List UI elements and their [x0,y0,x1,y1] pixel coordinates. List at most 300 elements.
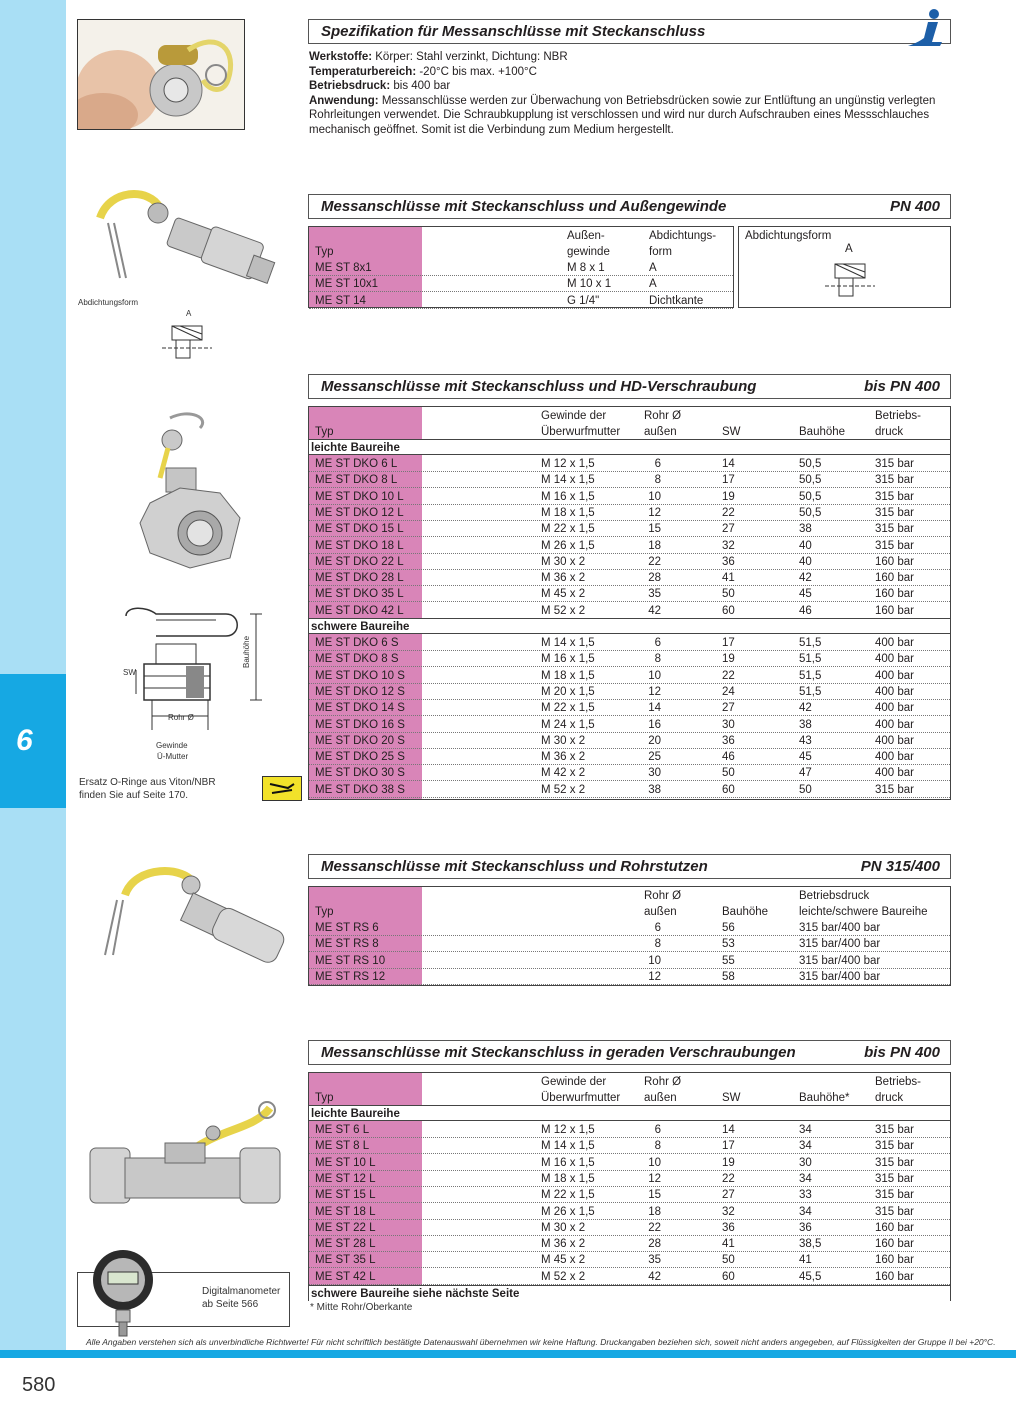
oring-note-2: finden Sie auf Seite 170. [79,790,188,801]
table-row[interactable] [309,521,950,537]
cell-typ: ME ST DKO 30 S [315,767,405,780]
cell-rohr: 30 [648,767,661,780]
cell-abd: A [649,262,657,274]
table-row[interactable] [309,456,950,472]
cell-bau: 51,5 [799,653,822,666]
cell-bau: 50,5 [799,474,822,487]
cell-sw: 41 [722,1238,735,1251]
cell-bau: 38 [799,523,812,536]
manometer-note-1: Digitalmanometer [202,1286,281,1297]
col-header-druck-2: druck [875,1092,904,1104]
cell-gew: M 12 x 1,5 [541,458,595,470]
cell-rohr: 8 [654,474,661,487]
cell-sw: 19 [722,653,735,666]
cell-sw: 14 [722,458,735,470]
table-row[interactable] [309,749,950,765]
col-header-gewinde: Außen- [567,230,605,242]
col-header-gewinde: Gewinde der [541,1076,607,1088]
col-header-gewinde: Gewinde der [541,410,607,422]
cell-bau: 42 [799,702,812,715]
cell-rohr: 15 [648,1189,661,1202]
hand-photo [77,19,245,130]
sec4-title: Messanschlüsse mit Steckanschluss in geraden Verschraubungen [321,1044,796,1061]
cell-rohr: 12 [648,506,661,519]
sec2-title-bar [308,374,951,399]
table-row[interactable] [309,472,950,488]
cell-typ: ME ST 18 L [315,1205,376,1218]
page-number: 580 [22,1374,56,1396]
cell-gew: M 22 x 1,5 [541,1189,595,1202]
group-schwere: schwere Baureihe [309,618,950,634]
col-header-sw: SW [722,426,741,438]
cell-gew: M 36 x 2 [541,1238,586,1251]
col-header-druck: Betriebs- [875,1076,922,1088]
cell-gew: M 8 x 1 [567,262,605,274]
cell-rohr: 14 [648,702,661,715]
cell-druck: 315 bar/400 bar [799,954,881,967]
cell-sw: 17 [722,1140,735,1153]
col-header-gewinde-2: Überwurfmutter [541,1092,621,1104]
table-row[interactable] [309,668,950,684]
cell-druck: 160 bar [875,588,915,601]
col-header-druck-2: leichte/schwere Baureihe [799,906,928,918]
table-row[interactable] [309,651,950,667]
cell-gew: M 52 x 2 [541,604,586,617]
cell-typ: ME ST DKO 28 L [315,572,404,585]
group-leichte: leichte Baureihe [309,439,950,455]
table-row[interactable] [309,1122,950,1138]
cell-rohr: 28 [648,572,661,585]
table-row[interactable] [309,684,950,700]
drawing-gewinde-label: Gewinde [156,741,188,750]
product-photo-verschraubung [85,1088,285,1248]
cell-sw: 19 [722,1156,735,1169]
cell-rohr: 16 [648,718,661,731]
cell-gew: M 52 x 2 [541,783,586,796]
cell-druck: 160 bar [875,1254,915,1267]
cell-bau: 47 [799,767,812,780]
spec-title: Spezifikation für Messanschlüsse mit Steckanschluss [321,23,706,40]
table-row[interactable] [309,538,950,554]
cell-typ: ME ST DKO 20 S [315,734,405,747]
table-row[interactable] [309,969,950,985]
cell-bau: 34 [799,1172,812,1185]
cell-sw: 30 [722,718,735,731]
cell-druck: 315 bar [875,523,915,536]
col-header-rohr: Rohr Ø [644,1076,682,1088]
cell-typ: ME ST 10x1 [315,278,379,291]
disclaimer: Alle Angaben verstehen sich als unverbindliche Richtwerte! Für nicht schriftlich bestätigte Datenauswahl übernehmen wir keine Haftung. Druckangaben beziehen sich, soweit nicht anders angegeben, auf Flüssigkeiten der Gruppe II bei +20°C. [86,1337,996,1347]
cell-druck: 160 bar [875,1270,915,1283]
table-row[interactable] [309,1138,950,1154]
table-row[interactable] [309,505,950,521]
cell-sw: 46 [722,751,735,764]
cell-sw: 50 [722,588,735,601]
sec4-title-bar [308,1040,951,1065]
table-row[interactable] [309,489,950,505]
table-row[interactable] [309,782,950,798]
cell-bau: 38 [799,718,812,731]
cell-sw: 27 [722,1189,735,1202]
cell-bau: 40 [799,555,812,568]
table-row[interactable] [309,936,950,952]
cell-druck: 400 bar [875,685,915,698]
drawing-mutter-label: Ü-Mutter [157,752,189,761]
seal-box-label: Abdichtungsform [745,230,832,242]
cell-typ: ME ST DKO 8 L [315,474,398,487]
bottom-bar [0,1350,1016,1358]
cell-druck: 315 bar/400 bar [799,938,881,951]
cell-rohr: 12 [648,970,661,983]
cell-gew: M 36 x 2 [541,572,586,585]
cell-bau: 38,5 [799,1238,822,1251]
cell-bau: 33 [799,1189,812,1202]
cell-sw: 27 [722,702,735,715]
col-header-druck: Betriebs- [875,410,922,422]
cell-druck: 400 bar [875,637,915,649]
cell-rohr: 12 [648,685,661,698]
product-photo-hd [130,408,250,573]
table-row[interactable] [309,1269,950,1285]
cell-rohr: 22 [648,555,661,568]
cell-bau: 51,5 [799,669,822,682]
cell-typ: ME ST 35 L [315,1254,376,1267]
cell-typ: ME ST 15 L [315,1189,376,1202]
sec1-seal-box [738,226,951,308]
cell-typ: ME ST DKO 22 L [315,555,404,568]
temp-value: -20°C bis max. +100°C [416,65,537,78]
cell-bau: 43 [799,734,812,747]
col-header-bauhoehe: Bauhöhe [722,906,769,918]
cell-gew: M 16 x 1,5 [541,1156,595,1169]
cell-rohr: 35 [648,588,661,601]
cell-gew: M 18 x 1,5 [541,506,595,519]
cell-gew: M 30 x 2 [541,555,586,568]
col-header-abdichtung: Abdichtungs- [649,230,717,242]
sec2-pn: bis PN 400 [864,378,940,395]
table-row[interactable] [309,765,950,781]
cell-druck: 315 bar [875,490,915,503]
cell-bau: 51,5 [799,685,822,698]
table-row[interactable] [309,293,733,309]
col-header-druck: Betriebsdruck [799,890,870,902]
cell-rohr: 6 [654,922,661,934]
table-row[interactable] [309,717,950,733]
product-photo-rohrstutzen [95,855,285,985]
table-row[interactable] [309,700,950,716]
cell-druck: 160 bar [875,604,915,617]
cell-druck: 315 bar [875,1172,915,1185]
cell-sw: 22 [722,669,735,682]
cell-gew: M 30 x 2 [541,1221,586,1234]
table-row[interactable] [309,603,950,619]
cell-gew: M 36 x 2 [541,751,586,764]
cell-druck: 400 bar [875,751,915,764]
sec3-pn: PN 315/400 [860,858,940,875]
col-header-rohr-2: außen [644,906,677,918]
cell-rohr: 18 [648,539,661,552]
cell-typ: ME ST DKO 25 S [315,751,405,764]
table-row[interactable] [309,1171,950,1187]
cell-gew: M 16 x 1,5 [541,653,595,666]
drawing-sw-label: SW [123,668,136,677]
anwendung-label: Anwendung: [309,94,379,107]
col-header-typ: Typ [315,246,334,258]
cell-typ: ME ST DKO 18 L [315,539,404,552]
sec3-table [308,886,951,986]
cell-gew: M 14 x 1,5 [541,637,595,649]
cell-gew: M 20 x 1,5 [541,685,595,698]
table-row[interactable] [309,570,950,586]
cell-rohr: 6 [654,637,661,649]
cell-gew: M 10 x 1 [567,278,612,291]
col-header-typ: Typ [315,1092,334,1104]
cell-gew: M 30 x 2 [541,734,586,747]
group-schwere-next-page[interactable]: schwere Baureihe siehe nächste Seite [309,1285,950,1301]
cell-sw: 60 [722,604,735,617]
cell-bau: 53 [722,938,735,951]
cell-bau: 50 [799,783,812,796]
cell-rohr: 10 [648,490,661,503]
oring-reference-icon[interactable] [262,776,302,801]
cell-typ: ME ST DKO 12 S [315,685,405,698]
cell-bau: 50,5 [799,506,822,519]
manometer-note-2: ab Seite 566 [202,1299,259,1310]
cell-bau: 34 [799,1205,812,1218]
cell-rohr: 10 [648,669,661,682]
cell-rohr: 35 [648,1254,661,1267]
werkstoffe-label: Werkstoffe: [309,51,373,63]
drawing-rohr-label: Rohr Ø [168,713,194,722]
cell-sw: 32 [722,1205,735,1218]
cell-druck: 315 bar [875,474,915,487]
chapter-number: 6 [16,724,33,757]
cell-gew: M 18 x 1,5 [541,1172,595,1185]
chapter-tab[interactable] [0,674,66,808]
table-row[interactable] [309,1204,950,1220]
cell-typ: ME ST DKO 42 L [315,604,404,617]
cell-sw: 60 [722,783,735,796]
cell-typ: ME ST DKO 6 S [315,637,399,649]
cell-sw: 50 [722,1254,735,1267]
cell-rohr: 8 [654,938,661,951]
bauhoehe-footnote: * Mitte Rohr/Oberkante [310,1302,413,1313]
cell-rohr: 38 [648,783,661,796]
cell-typ: ME ST RS 6 [315,922,379,934]
table-row[interactable] [309,733,950,749]
group-leichte: leichte Baureihe [309,1105,950,1121]
druck-label: Betriebsdruck: [309,80,391,92]
cell-sw: 17 [722,637,735,649]
info-icon [906,8,946,46]
cell-sw: 24 [722,685,735,698]
cell-druck: 315 bar/400 bar [799,922,881,934]
cell-typ: ME ST DKO 12 L [315,506,404,519]
cell-rohr: 18 [648,1205,661,1218]
cell-sw: 32 [722,539,735,552]
cell-gew: M 45 x 2 [541,1254,586,1267]
cell-bau: 58 [722,970,735,983]
col-header-typ: Typ [315,906,334,918]
spec-text [309,50,949,137]
cell-druck: 315 bar [875,1140,915,1153]
cell-sw: 22 [722,1172,735,1185]
cell-gew: M 16 x 1,5 [541,490,595,503]
hd-technical-drawing [116,606,276,746]
col-header-typ: Typ [315,426,334,438]
cell-sw: 50 [722,767,735,780]
werkstoffe-value: Körper: Stahl verzinkt, Dichtung: NBR [372,51,568,63]
cell-bau: 42 [799,572,812,585]
cell-druck: 400 bar [875,767,915,780]
cell-gew: M 24 x 1,5 [541,718,595,731]
cell-sw: 41 [722,572,735,585]
spec-title-bar [308,19,951,44]
cell-typ: ME ST DKO 8 S [315,653,399,666]
cell-typ: ME ST 12 L [315,1172,376,1185]
cell-rohr: 20 [648,734,661,747]
cell-typ: ME ST DKO 10 L [315,490,404,503]
drawing-bauhoehe-label: Bauhöhe [242,635,251,668]
cell-typ: ME ST 6 L [315,1124,370,1136]
cell-druck: 160 bar [875,555,915,568]
cell-typ: ME ST RS 8 [315,938,379,951]
col-header-abdichtung-2: form [649,246,672,258]
sec2-table [308,406,951,800]
cell-bau: 30 [799,1156,812,1169]
cell-bau: 50,5 [799,458,822,470]
cell-gew: M 14 x 1,5 [541,1140,595,1153]
table-row[interactable] [309,1236,950,1252]
cell-rohr: 12 [648,1172,661,1185]
cell-typ: ME ST 22 L [315,1221,376,1234]
cell-gew: M 22 x 1,5 [541,702,595,715]
cell-druck: 315 bar [875,783,915,796]
cell-rohr: 28 [648,1238,661,1251]
cell-sw: 36 [722,555,735,568]
digital-manometer-icon [90,1250,156,1340]
cell-bau: 56 [722,922,735,934]
cell-bau: 40 [799,539,812,552]
cell-gew: M 12 x 1,5 [541,1124,595,1136]
col-header-rohr-2: außen [644,426,677,438]
sec4-table [308,1072,951,1301]
cell-bau: 46 [799,604,812,617]
cell-typ: ME ST 28 L [315,1238,376,1251]
cell-druck: 315 bar [875,1124,915,1136]
cell-bau: 51,5 [799,637,822,649]
cell-druck: 400 bar [875,734,915,747]
table-row[interactable] [309,953,950,969]
druck-value: bis 400 bar [390,80,451,92]
col-header-druck-2: druck [875,426,904,438]
cell-typ: ME ST DKO 14 S [315,702,405,715]
cell-typ: ME ST DKO 15 L [315,523,404,536]
seal-drawing-side [162,322,212,366]
cell-gew: M 22 x 1,5 [541,523,595,536]
seal-drawing-box [825,260,875,304]
sec4-pn: bis PN 400 [864,1044,940,1061]
table-row[interactable] [309,276,733,292]
sec1-title-bar [308,194,951,219]
cell-typ: ME ST 10 L [315,1156,376,1169]
cell-typ: ME ST 8 L [315,1140,370,1153]
col-header-bauhoehe: Bauhöhe [799,426,846,438]
side-abdichtung-a: A [186,309,192,318]
col-header-rohr: Rohr Ø [644,890,682,902]
cell-rohr: 6 [654,458,661,470]
cell-rohr: 15 [648,523,661,536]
cell-bau: 36 [799,1221,812,1234]
cell-sw: 27 [722,523,735,536]
sec1-pn: PN 400 [889,198,940,215]
cell-druck: 400 bar [875,718,915,731]
cell-rohr: 8 [654,653,661,666]
sec3-title-bar [308,854,951,879]
cell-druck: 315 bar [875,539,915,552]
col-header-gewinde-2: gewinde [567,246,610,258]
cell-gew: M 18 x 1,5 [541,669,595,682]
cell-gew: M 26 x 1,5 [541,539,595,552]
cell-bau: 45,5 [799,1270,822,1283]
table-row[interactable] [309,554,950,570]
cell-typ: ME ST DKO 35 L [315,588,404,601]
table-row[interactable] [309,1220,950,1236]
table-row[interactable] [309,586,950,602]
cell-rohr: 22 [648,1221,661,1234]
cell-sw: 22 [722,506,735,519]
cell-sw: 17 [722,474,735,487]
table-row[interactable] [309,1187,950,1203]
cell-rohr: 8 [654,1140,661,1153]
table-row[interactable] [309,635,950,651]
cell-druck: 315 bar/400 bar [799,970,881,983]
cell-bau: 55 [722,954,735,967]
cell-typ: ME ST 42 L [315,1270,376,1283]
cell-druck: 315 bar [875,506,915,519]
cell-bau: 45 [799,751,812,764]
table-row[interactable] [309,260,733,276]
table-row[interactable] [309,920,950,936]
cell-bau: 45 [799,588,812,601]
cell-typ: ME ST 14 [315,294,366,307]
col-header-rohr-2: außen [644,1092,677,1104]
cell-typ: ME ST DKO 6 L [315,458,398,470]
cell-bau: 41 [799,1254,812,1267]
cell-druck: 160 bar [875,1221,915,1234]
cell-abd: A [649,278,657,291]
table-row[interactable] [309,1252,950,1268]
sec1-title: Messanschlüsse mit Steckanschluss und Außengewinde [321,198,727,215]
cell-rohr: 6 [654,1124,661,1136]
cell-typ: ME ST DKO 10 S [315,669,405,682]
anwendung-value: Messanschlüsse werden zur Überwachung von Betriebsdrücken sowie zur Entlüftung an ungünstig verlegten Rohrleitungen verwendet. Die Schraubkupplung ist verschlossen und wird nur durch Aufschrauben eines Messschlauches mechanisch geöffnet. Somit ist die Verbindung zum Medium hergestellt. [309,94,936,136]
temp-label: Temperaturbereich: [309,65,417,78]
cell-rohr: 10 [648,1156,661,1169]
table-row[interactable] [309,1155,950,1171]
cell-rohr: 25 [648,751,661,764]
col-header-sw: SW [722,1092,741,1104]
cell-typ: ME ST DKO 38 S [315,783,405,796]
col-header-rohr: Rohr Ø [644,410,682,422]
side-abdichtung-label: Abdichtungsform [78,298,139,307]
cell-druck: 315 bar [875,1156,915,1169]
cell-sw: 19 [722,490,735,503]
cell-druck: 160 bar [875,1238,915,1251]
sec3-title: Messanschlüsse mit Steckanschluss und Rohrstutzen [321,858,708,875]
cell-bau: 34 [799,1140,812,1153]
cell-sw: 36 [722,734,735,747]
